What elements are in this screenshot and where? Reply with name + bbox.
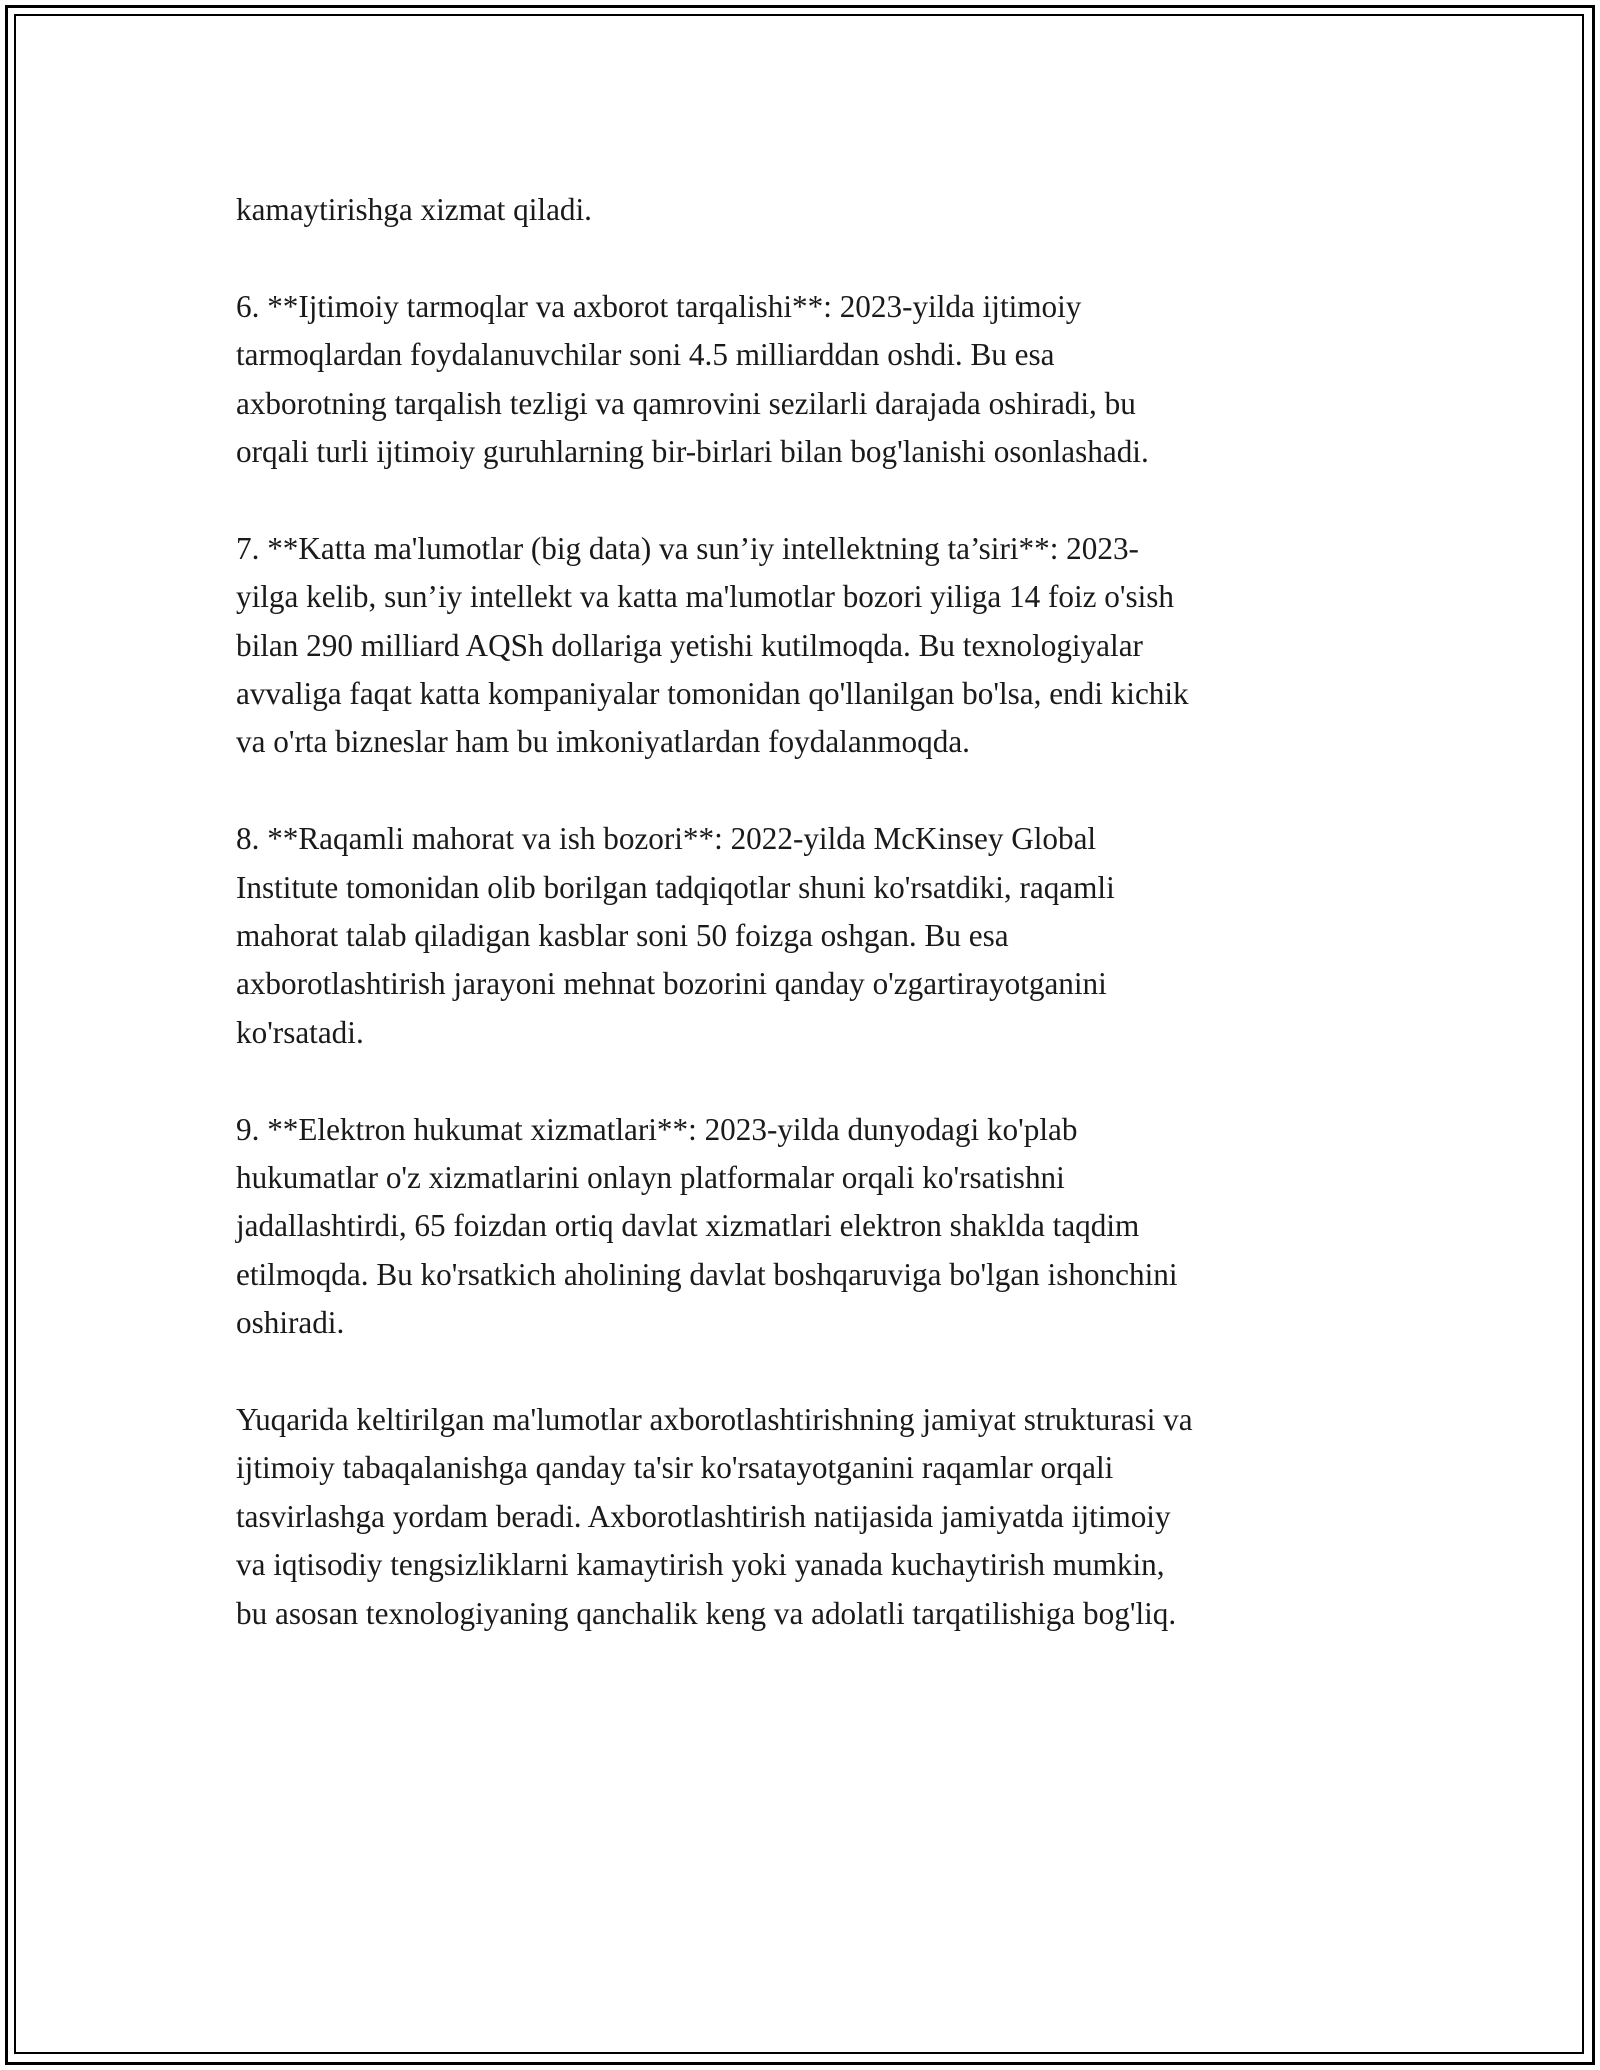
document-body bbox=[236, 186, 1376, 1687]
paragraph-item-9-e-government: 9. **Elektron hukumat xizmatlari**: 2023-yilda dunyodagi ko'plab hukumatlar o'z xizmatlarini onlayn platformalar orqali ko'rsatishni jadallashtirdi, 65 foizdan ortiq davlat xizmatlari elektron shaklda taqdim etilmoqda. Bu ko'rsatkich aholining davlat boshqaruviga bo'lgan ishonchini oshiradi. bbox=[236, 1111, 1178, 1341]
paragraph-conclusion: Yuqarida keltirilgan ma'lumotlar axborotlashtirishning jamiyat strukturasi va ijtimoiy tabaqalanishga qanday ta'sir ko'rsatayotganini raqamlar orqali tasvirlashga yordam beradi. Axborotlashtirish natijasida jamiyatda ijtimoiy va iqtisodiy tengsizliklarni kamaytirish yoki yanada kuchaytirish mumkin, bu asosan texnologiyaning qanchalik keng va adolatli tarqatilishiga bog'liq. bbox=[236, 1402, 1193, 1631]
paragraph-item-7-big-data-ai: 7. **Katta ma'lumotlar (big data) va sun’iy intellektning ta’siri**: 2023- yilga kelib, sun’iy intellekt va katta ma'lumotlar bozori yiliga 14 foiz o'sish bilan 290 milliard AQSh dollariga yetishi kutilmoqda. Bu texnologiyalar avvaliga faqat katta kompaniyalar tomonidan qo'llanilgan bo'lsa, endi kichik va o'rta bizneslar ham bu imkoniyatlardan foydalanmoqda. bbox=[236, 530, 1189, 760]
paragraph-continuation: kamaytirishga xizmat qiladi. bbox=[236, 192, 592, 227]
paragraph-item-8-digital-skills: 8. **Raqamli mahorat va ish bozori**: 2022-yilda McKinsey Global Institute tomonidan olib borilgan tadqiqotlar shuni ko'rsatdiki, raqamli mahorat talab qiladigan kasblar soni 50 foizga oshgan. Bu esa axborotlashtirish jarayoni mehnat bozorini qanday o'zgartirayotganini ko'rsatadi. bbox=[236, 821, 1115, 1050]
paragraph-item-6-social-networks: 6. **Ijtimoiy tarmoqlar va axborot tarqalishi**: 2023-yilda ijtimoiy tarmoqlardan foydalanuvchilar soni 4.5 milliarddan oshdi. Bu esa axborotning tarqalish tezligi va qamrovini sezilarli darajada oshiradi, bu orqali turli ijtimoiy guruhlarning bir-birlari bilan bog'lanishi osonlashadi. bbox=[236, 288, 1149, 470]
